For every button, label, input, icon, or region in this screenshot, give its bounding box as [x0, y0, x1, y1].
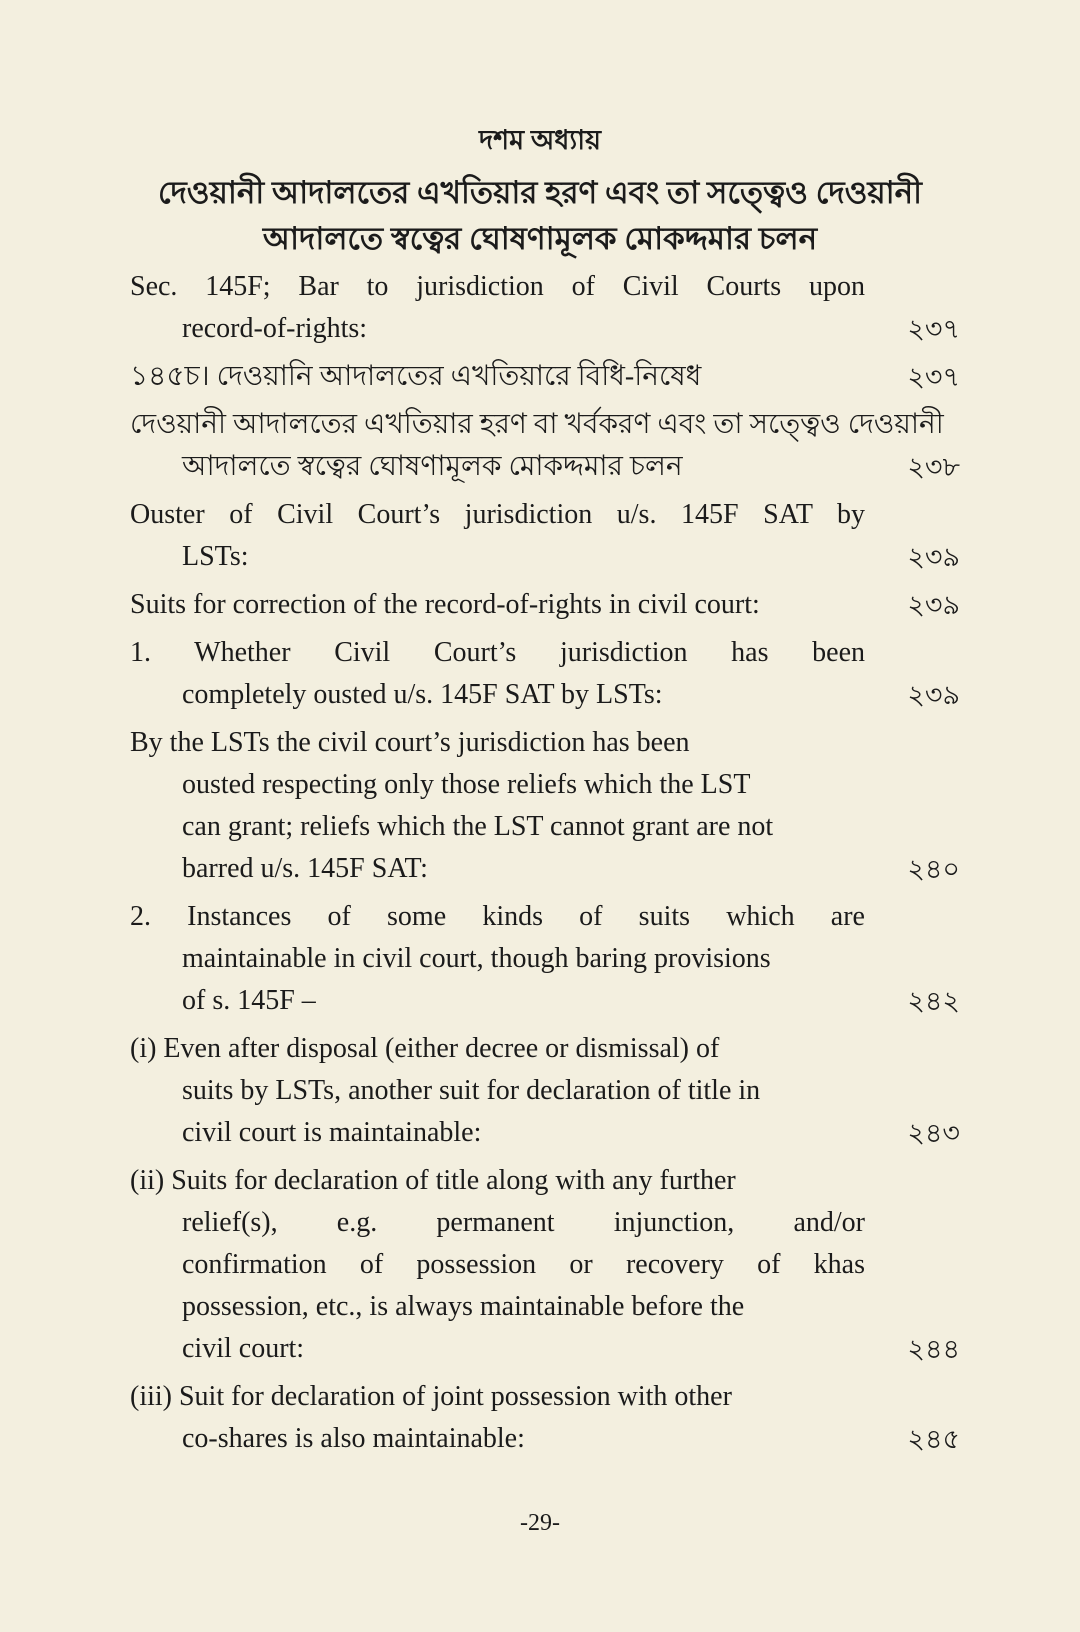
toc-entry — [130, 404, 960, 488]
toc-entry-line: maintainable in civil court, though baring provisions — [182, 943, 771, 974]
toc-entry-line: barred u/s. 145F SAT: — [182, 853, 428, 884]
toc-entry-line: ১৪৫চ। দেওয়ানি আদালতের এখতিয়ারে বিধি-নিষেধ — [130, 361, 702, 392]
toc-entry-line: civil court: — [182, 1333, 305, 1364]
toc-entry — [130, 1376, 960, 1460]
toc-entry-line: Ouster of Civil Court’s jurisdiction u/s. 145F SAT by — [130, 499, 865, 530]
chapter-title-line: আদালতে স্বত্বের ঘোষণামূলক মোকদ্দমার চলন — [262, 221, 818, 256]
toc-entry-line: 1. Whether Civil Court’s jurisdiction has been — [130, 637, 865, 668]
toc-entry — [130, 1160, 960, 1370]
toc-entry — [130, 632, 960, 716]
toc-entry-line: (iii) Suit for declaration of joint possession with other — [130, 1381, 732, 1412]
toc-entry-line: 2. Instances of some kinds of suits which are — [130, 901, 865, 932]
toc-entry — [130, 896, 960, 1022]
toc-entry-line: (ii) Suits for declaration of title along with any further — [130, 1165, 736, 1196]
toc-page-number: ২৩৭ — [907, 362, 960, 392]
toc-entry-line: Suits for correction of the record-of-rights in civil court: — [130, 589, 760, 620]
toc-entry-line: suits by LSTs, another suit for declaration of title in — [182, 1075, 761, 1106]
toc-page-number: ২৩৯ — [907, 542, 960, 572]
toc-entry — [130, 494, 960, 578]
chapter-heading: দশম অধ্যায় — [479, 125, 601, 155]
toc-entry — [130, 356, 960, 398]
toc-entry-line: relief(s), e.g. permanent injunction, and/or — [182, 1207, 865, 1238]
toc-page-number: ২৪০ — [907, 854, 960, 884]
toc-entry-line: ousted respecting only those reliefs which the LST — [182, 769, 751, 800]
toc-entry-line: (i) Even after disposal (either decree or dismissal) of — [130, 1033, 720, 1064]
toc-entry-line: আদালতে স্বত্বের ঘোষণামূলক মোকদ্দমার চলন — [182, 451, 683, 482]
toc-entry-line: দেওয়ানী আদালতের এখতিয়ার হরণ বা খর্বকরণ এবং তা সত্ত্বেও দেওয়ানী — [130, 409, 944, 440]
toc-entry — [130, 1028, 960, 1154]
toc-page-number: ২৩৯ — [907, 590, 960, 620]
toc-entry-line: confirmation of possession or recovery of khas — [182, 1249, 865, 1280]
toc-entry-line: can grant; reliefs which the LST cannot grant are not — [182, 811, 774, 842]
toc-page-number: ২৩৯ — [907, 680, 960, 710]
toc-page-number: ২৩৮ — [907, 452, 960, 482]
toc-entry-line: civil court is maintainable: — [182, 1117, 482, 1148]
toc-entry-line: co-shares is also maintainable: — [182, 1423, 525, 1454]
toc-entry-line: possession, etc., is always maintainable before the — [182, 1291, 745, 1322]
chapter-title — [0, 170, 1080, 262]
toc-page-number: ২৩৭ — [907, 314, 960, 344]
table-of-contents — [130, 266, 960, 1466]
toc-entry-line: By the LSTs the civil court’s jurisdiction has been — [130, 727, 690, 758]
page-number-footer: -29- — [520, 1510, 560, 1536]
toc-entry — [130, 584, 960, 626]
toc-entry-line: completely ousted u/s. 145F SAT by LSTs: — [182, 679, 663, 710]
toc-entry-line: Sec. 145F; Bar to jurisdiction of Civil Courts upon — [130, 271, 865, 302]
chapter-title-line: দেওয়ানী আদালতের এখতিয়ার হরণ এবং তা সত্ত্বেও দেওয়ানী — [157, 175, 923, 210]
toc-entry — [130, 722, 960, 890]
toc-page-number: ২৪৪ — [907, 1334, 960, 1364]
toc-page-number: ২৪৩ — [907, 1118, 960, 1148]
toc-entry-line: record-of-rights: — [182, 313, 368, 344]
toc-entry-line: of s. 145F – — [182, 985, 316, 1016]
toc-page-number: ২৪৫ — [907, 1424, 960, 1454]
toc-page-number: ২৪২ — [907, 986, 960, 1016]
toc-entry — [130, 266, 960, 350]
toc-entry-line: LSTs: — [182, 541, 249, 572]
